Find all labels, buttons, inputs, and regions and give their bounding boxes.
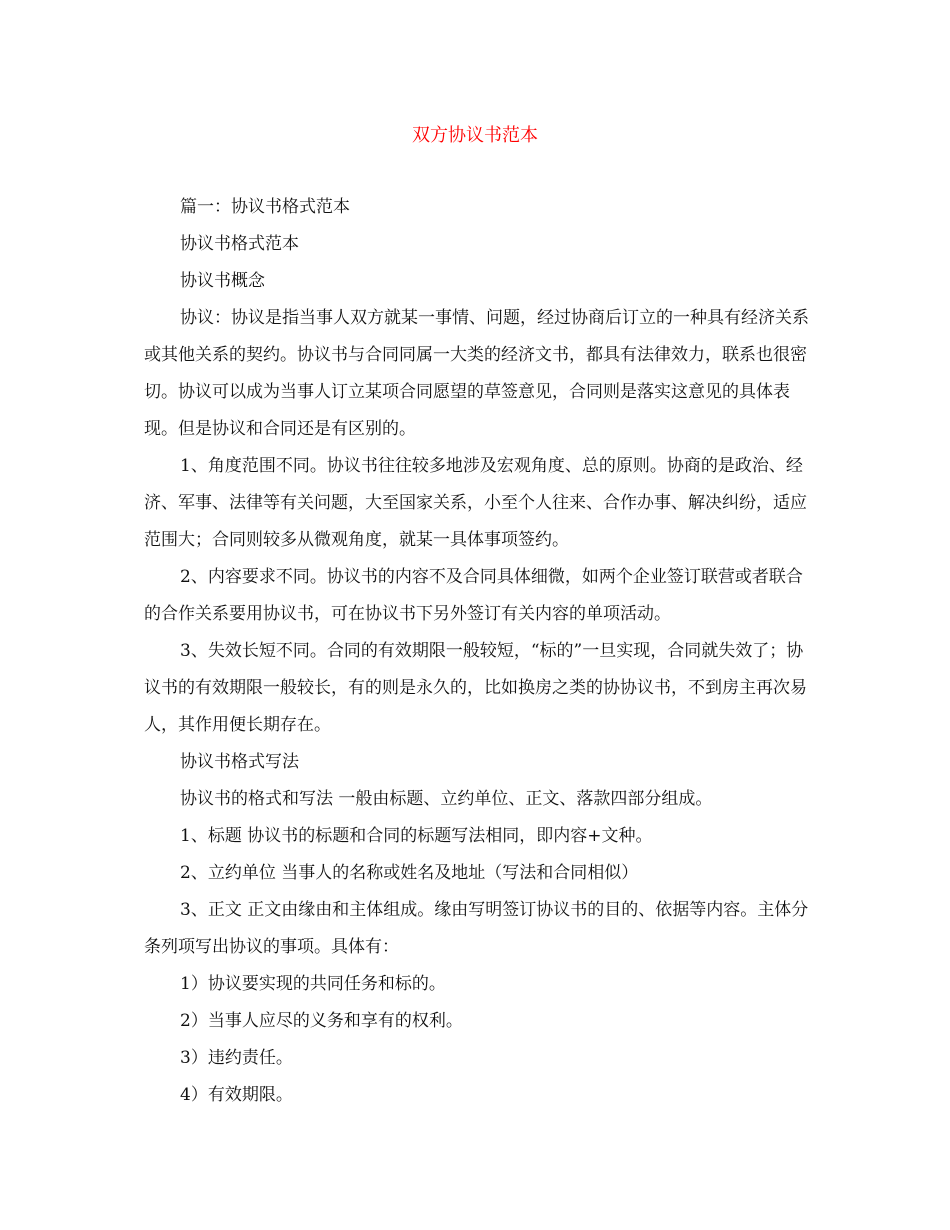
paragraph: 2、内容要求不同。协议书的内容不及合同具体细微，如两个企业签订联营或者联合的合作关系要用协议书，可在协议书下另外签订有关内容的单项活动。 [144,567,803,624]
paragraph: 协议书的格式和写法 一般由标题、立约单位、正文、落款四部分组成。 [180,789,713,809]
paragraph: 3、正文 正文由缘由和主体组成。缘由写明签订协议书的目的、依据等内容。主体分条列项写出协议的事项。具体有： [144,900,809,957]
paragraph: 协议书格式写法 [180,752,299,772]
paragraph: 3）违约责任。 [180,1048,293,1068]
paragraph: 4）有效期限。 [180,1085,293,1105]
paragraph: 协议书概念 [180,271,265,291]
paragraph: 3、失效长短不同。合同的有效期限一般较短，“标的”一旦实现，合同就失效了；协议书的有效期限一般较长，有的则是永久的，比如换房之类的协协议书，不到房主再次易人，其作用便长期存在。 [144,641,807,735]
document-title: 双方协议书范本 [412,125,538,146]
paragraph: 协议：协议是指当事人双方就某一事情、问题，经过协商后订立的一种具有经济关系或其他关系的契约。协议书与合同同属一大类的经济文书，都具有法律效力，联系也很密切。协议可以成为当事人订立某项合同愿望的草签意见，合同则是落实这意见的具体表现。但是协议和合同还是有区别的。 [144,308,809,439]
paragraph: 1、标题 协议书的标题和合同的标题写法相同，即内容+文种。 [180,826,653,846]
paragraph: 1）协议要实现的共同任务和标的。 [180,974,446,994]
paragraph: 2）当事人应尽的义务和享有的权利。 [180,1011,463,1031]
paragraph: 2、立约单位 当事人的名称或姓名及地址（写法和合同相似） [180,863,639,883]
document-body [144,189,809,1114]
paragraph: 篇一：协议书格式范本 [180,197,350,217]
paragraph: 协议书格式范本 [180,234,299,254]
paragraph: 1、角度范围不同。协议书往往较多地涉及宏观角度、总的原则。协商的是政治、经济、军事、法律等有关问题，大至国家关系，小至个人往来、合作办事、解决纠纷，适应范围大；合同则较多从微观角度，就某一具体事项签约。 [144,456,807,550]
